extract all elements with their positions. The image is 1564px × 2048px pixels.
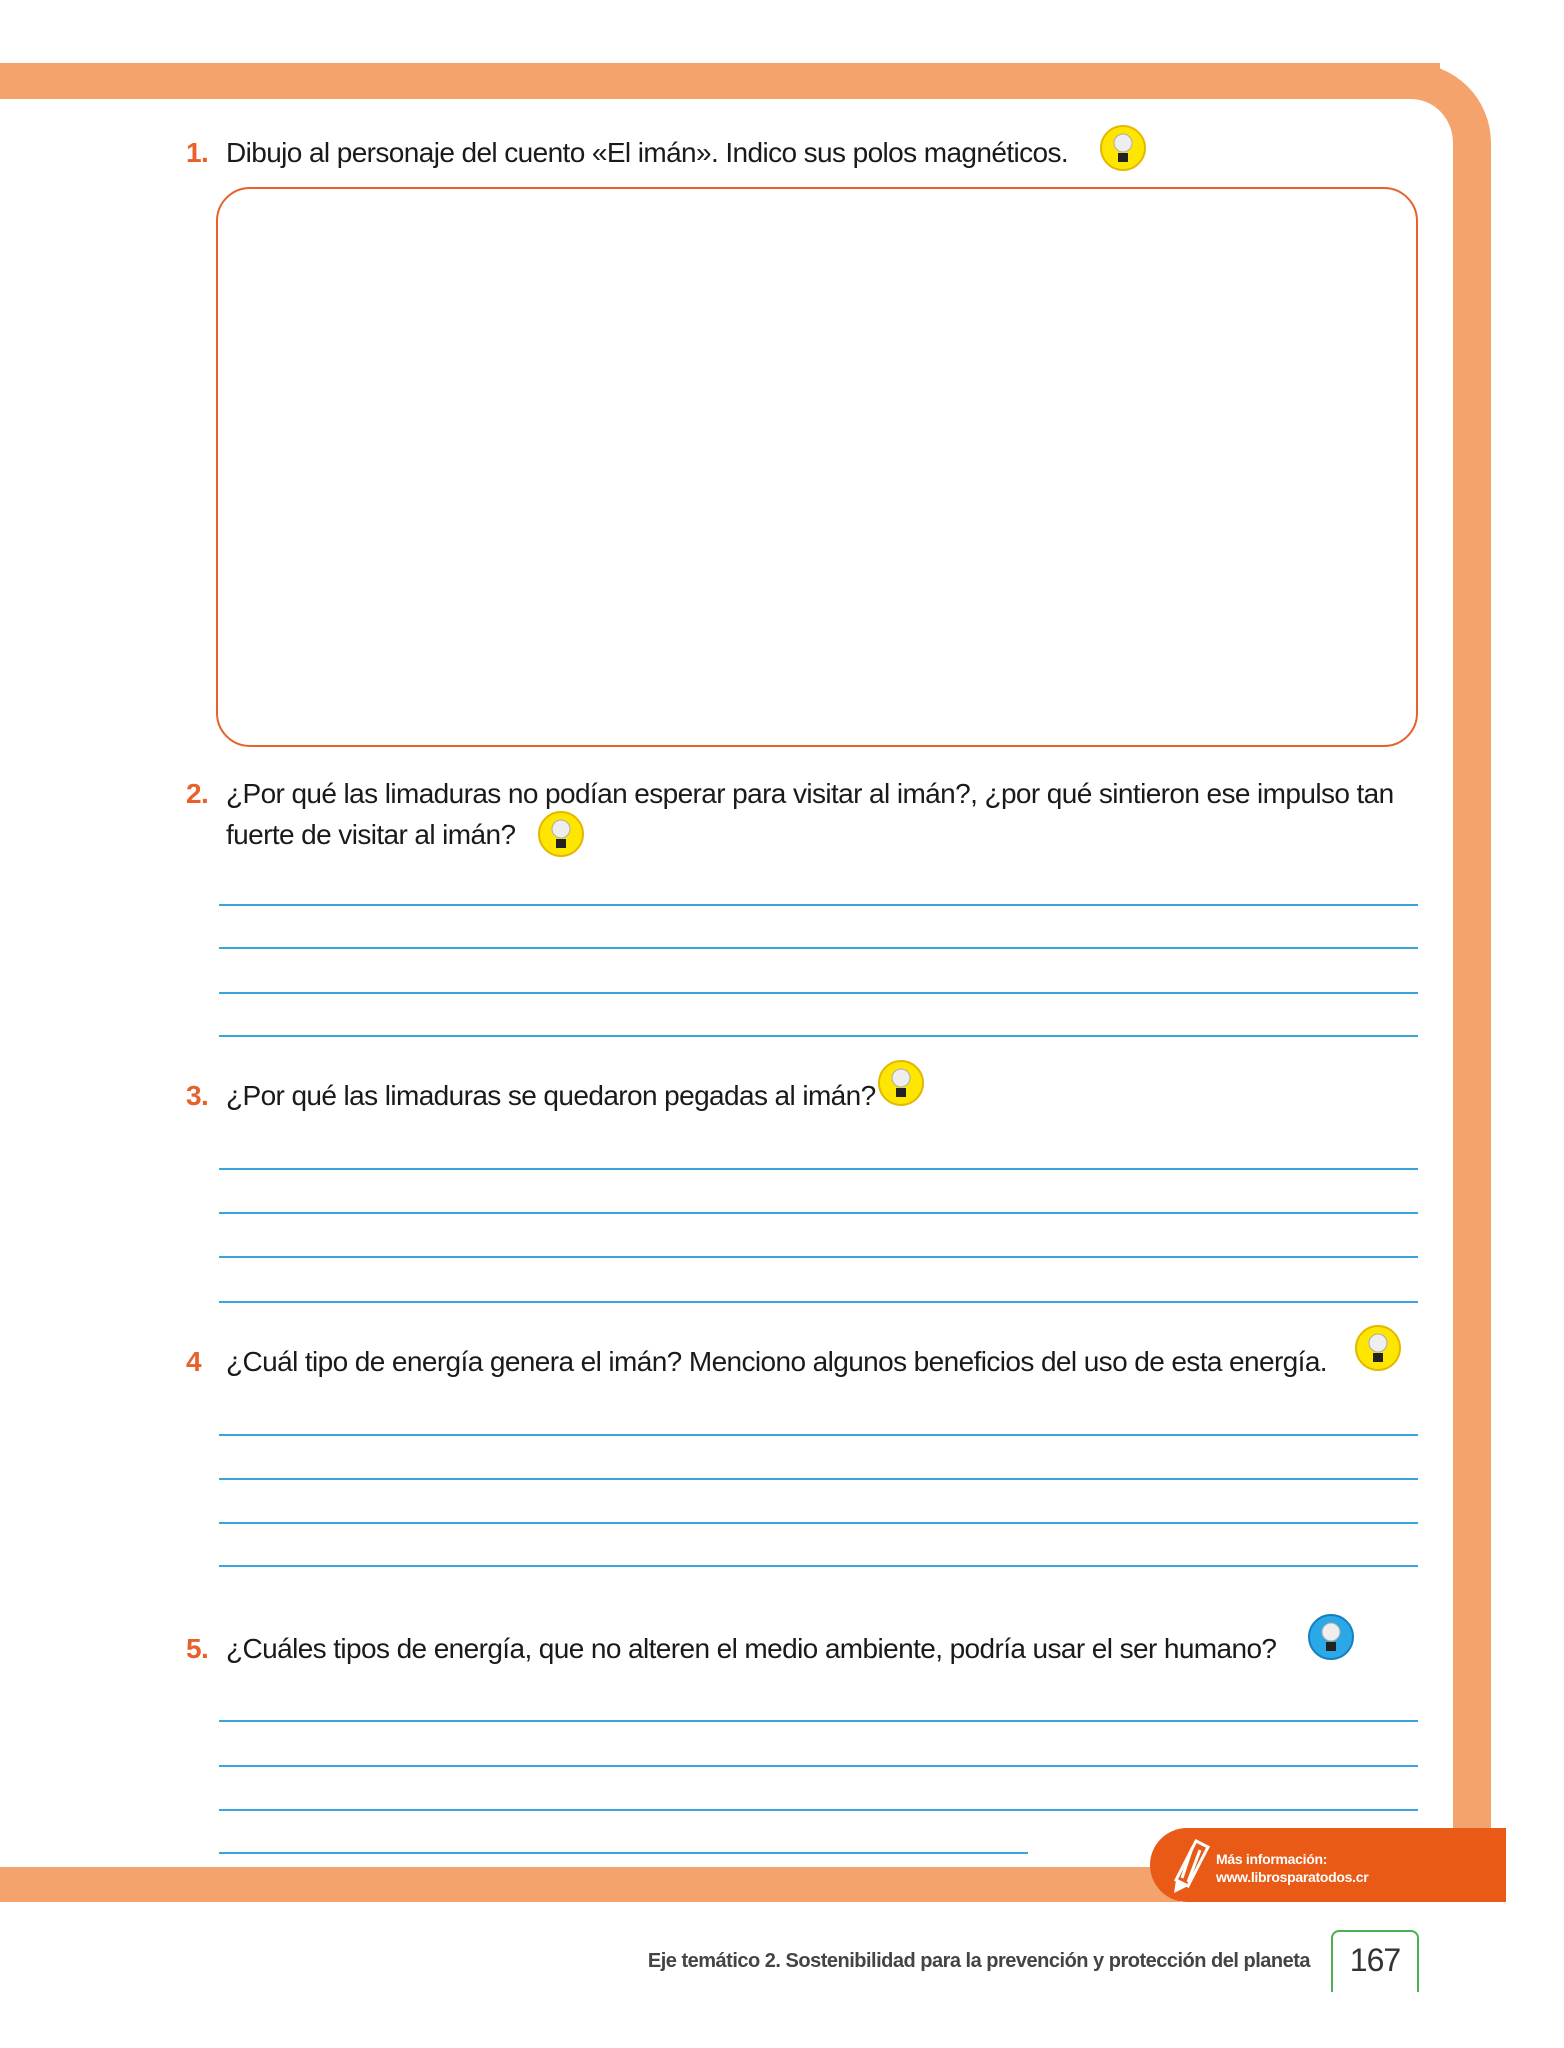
question-text: Dibujo al personaje del cuento «El imán». Indico sus polos magnéticos.: [226, 137, 1069, 168]
question-number: 4: [186, 1346, 201, 1377]
answer-line[interactable]: [219, 1522, 1418, 1524]
drawing-area[interactable]: [216, 187, 1418, 747]
answer-line[interactable]: [219, 992, 1418, 994]
answer-line[interactable]: [219, 947, 1418, 949]
answer-line[interactable]: [219, 1168, 1418, 1170]
answer-line[interactable]: [219, 1256, 1418, 1258]
answer-line[interactable]: [219, 1478, 1418, 1480]
more-info-badge: [1150, 1828, 1506, 1902]
badge-title: Más información:: [1216, 1851, 1328, 1867]
lightbulb-yellow-icon: [1354, 1324, 1402, 1372]
frame-corner: [1380, 63, 1491, 183]
lightbulb-yellow-icon: [537, 810, 585, 858]
question-text: ¿Cuáles tipos de energía, que no alteren el medio ambiente, podría usar el ser humano?: [226, 1633, 1277, 1664]
question-text-line2: fuerte de visitar al imán?: [226, 819, 516, 850]
frame-bottom-bar: [0, 1867, 1180, 1902]
question-number: 2.: [186, 778, 209, 809]
question-number: 1.: [186, 137, 209, 168]
question-text: ¿Por qué las limaduras se quedaron pegadas al imán?: [226, 1080, 876, 1111]
badge-url[interactable]: www.librosparatodos.cr: [1216, 1869, 1369, 1885]
question-text-line1: ¿Por qué las limaduras no podían esperar para visitar al imán?, ¿por qué sintieron ese impulso tan: [226, 778, 1394, 809]
answer-line[interactable]: [219, 1035, 1418, 1037]
lightbulb-yellow-icon: [1099, 124, 1147, 172]
answer-line[interactable]: [219, 1809, 1418, 1811]
answer-line[interactable]: [219, 1720, 1418, 1722]
page-number: 167: [1331, 1930, 1419, 1992]
answer-line[interactable]: [219, 1301, 1418, 1303]
question-number: 3.: [186, 1080, 209, 1111]
question-text: ¿Cuál tipo de energía genera el imán? Menciono algunos beneficios del uso de esta energía.: [226, 1346, 1327, 1377]
answer-line[interactable]: [219, 1765, 1418, 1767]
answer-line[interactable]: [219, 1565, 1418, 1567]
frame-right-bar: [1453, 170, 1491, 1835]
answer-line[interactable]: [219, 1852, 1028, 1854]
question-number: 5.: [186, 1633, 209, 1664]
pencil-icon: [1170, 1838, 1212, 1894]
footer-theme: Eje temático 2. Sostenibilidad para la prevención y protección del planeta: [647, 1950, 1310, 1972]
answer-line[interactable]: [219, 1212, 1418, 1214]
answer-line[interactable]: [219, 904, 1418, 906]
answer-line[interactable]: [219, 1434, 1418, 1436]
lightbulb-yellow-icon: [877, 1059, 925, 1107]
lightbulb-blue-icon: [1307, 1613, 1355, 1661]
frame-top-bar: [0, 63, 1440, 99]
